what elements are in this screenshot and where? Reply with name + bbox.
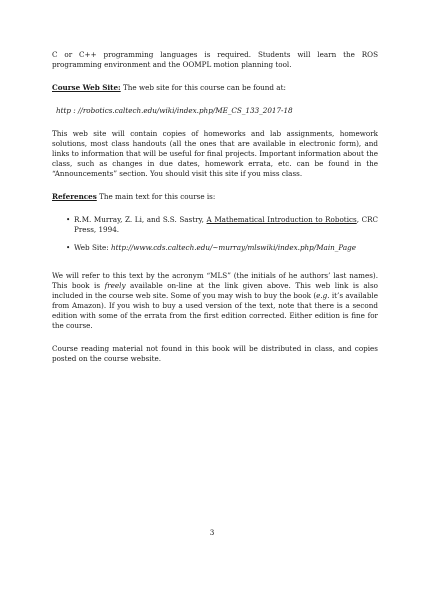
list-item: [66, 215, 379, 235]
intro-tail-paragraph: C or C++ programming languages is required. Students will learn the ROS programming environment and the OOMPL motion planning tool.: [52, 50, 378, 69]
mls-text-b: available on-line at the link given above. This web link is also included in the course web site. Some of you may wish to buy the book (: [52, 281, 378, 300]
bullet-icon: •: [66, 215, 71, 224]
freely-emphasis: freely: [104, 281, 126, 290]
mls-text-a: We will refer to this text by the acronym “MLS” (the initials of he authors’ last names). This book is: [52, 271, 378, 290]
references-heading: References: [52, 192, 97, 201]
page-number: 3: [209, 528, 215, 537]
eg-emphasis: e.g.: [316, 291, 330, 300]
book-website-label: Web Site:: [74, 243, 109, 252]
course-web-site-heading: Course Web Site:: [52, 83, 121, 92]
book-publisher: , CRC Press, 1994.: [74, 215, 379, 234]
list-item: [66, 243, 378, 253]
reading-material-paragraph: Course reading material not found in this book will be distributed in class, and copies posted on the course website.: [52, 344, 378, 363]
references-paragraph: [52, 192, 378, 202]
course-url[interactable]: http : //robotics.caltech.edu/wiki/index.php/ME_CS_133_2017-18: [56, 106, 293, 115]
mls-text-c: it’s available from Amazon). If you wish to buy a used version of the text, note that there is a second edition with some of the errata from the first edition corrected. Either edition is fine for the course.: [52, 291, 378, 330]
book-title-link[interactable]: A Mathematical Introduction to Robotics: [206, 215, 357, 224]
website-description-paragraph: This web site will contain copies of homeworks and lab assignments, homework solutions, most class handouts (all the ones that are available in electronic form), and links to information that will be useful for final projects. Important information about the class, such as changes in due dates, homework errata, etc. can be found in the “Announcements” section. You should visit this site if you miss class.: [52, 129, 378, 178]
document-body: [52, 50, 378, 364]
book-authors: R.M. Murray, Z. Li, and S.S. Sastry,: [74, 215, 204, 224]
mls-paragraph: [52, 271, 378, 331]
website-intro-text: The web site for this course can be found at:: [123, 83, 286, 92]
references-intro-text: The main text for this course is:: [99, 192, 216, 201]
references-list: [52, 215, 378, 253]
bullet-icon: •: [66, 243, 71, 252]
book-website-url[interactable]: http://www.cds.caltech.edu/~murray/mlswiki/index.php/Main_Page: [111, 243, 357, 252]
website-paragraph: [52, 83, 378, 93]
